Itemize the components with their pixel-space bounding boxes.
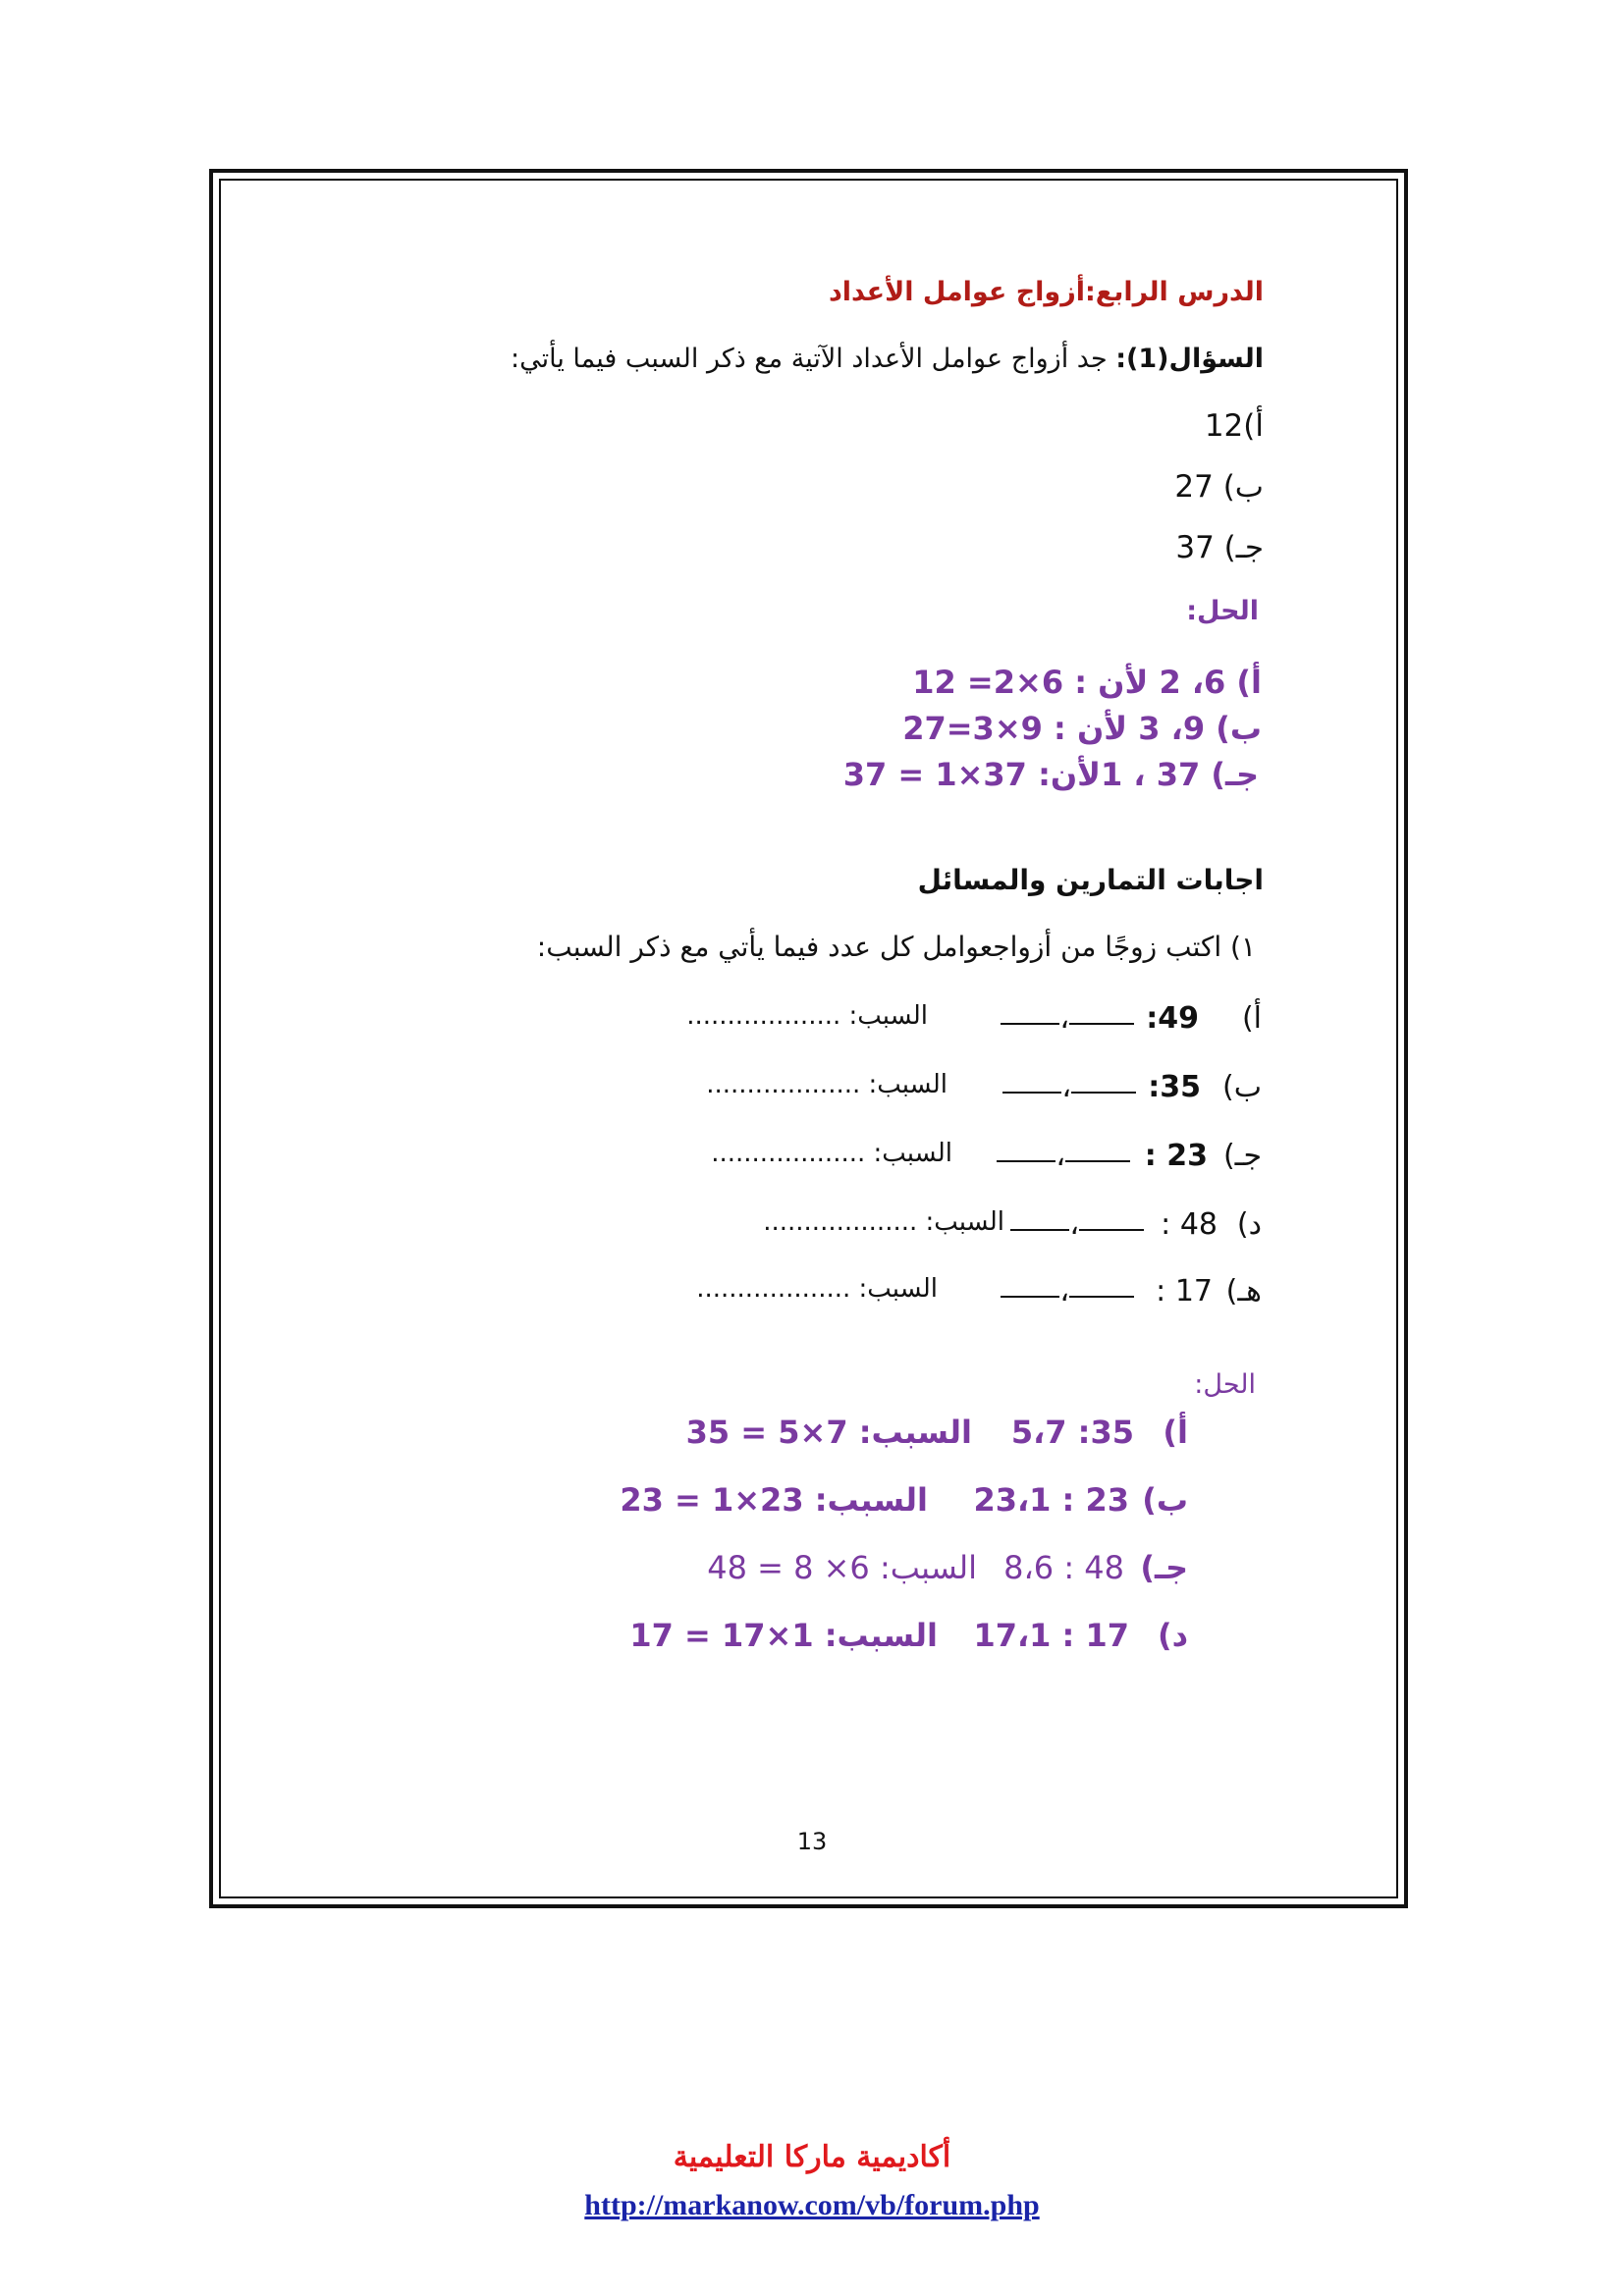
question-1-option-a: أ)12	[1204, 408, 1264, 444]
exercises-question: ١) اكتب زوجًا من أزواجعوامل كل عدد فيما يأتي مع ذكر السبب:	[536, 931, 1256, 963]
question-1-label: السؤال(1):	[1115, 344, 1264, 374]
solution-2-pair: 48 : 8،6	[1003, 1549, 1124, 1586]
solution-2-row	[481, 1549, 1188, 1588]
solution-2-reason: السبب: 23×1 = 23	[620, 1481, 928, 1519]
exercise-row: أ) 49: ، السبب: ...................	[686, 1001, 1262, 1036]
answer-blank	[1065, 1160, 1130, 1162]
exercise-number: 35:	[1148, 1070, 1201, 1104]
answer-blank	[1001, 1296, 1059, 1298]
question-1-option-b: ب) 27	[1174, 469, 1264, 505]
answer-blank	[1001, 1023, 1059, 1025]
answer-blank	[1069, 1296, 1134, 1298]
question-1-text: جد أزواج عوامل الأعداد الآتية مع ذكر السبب فيما يأتي:	[510, 344, 1116, 374]
solution-2-row	[442, 1481, 1188, 1521]
footer-link-wrap	[0, 2189, 1624, 2222]
question-1-option-c: جـ) 37	[1175, 530, 1264, 565]
solution-2-label-d: د)	[1157, 1617, 1188, 1654]
solution-1-label: الحل:	[1186, 596, 1259, 626]
solution-2-reason: السبب: 1×17 = 17	[629, 1617, 938, 1654]
exercises-heading: اجابات التمارين والمسائل	[917, 864, 1264, 896]
answer-blank	[1071, 1092, 1136, 1094]
exercise-number: 48 :	[1161, 1207, 1218, 1242]
answer-blank	[1079, 1229, 1144, 1231]
exercise-row: جـ) 23 : ، السبب: ...................	[711, 1139, 1262, 1173]
solution-1-answer-b: ب) 9، 3 لأن : 9×3=27	[902, 710, 1262, 747]
solution-2-label: الحل:	[1194, 1369, 1256, 1400]
solution-2-pair: 17 : 17،1	[973, 1617, 1129, 1654]
solution-1-answer-c: جـ) 37 ، 1لأن: 37×1 = 37	[842, 756, 1259, 793]
answer-blank	[1069, 1023, 1134, 1025]
answer-blank	[1002, 1092, 1061, 1094]
exercise-reason: السبب: ...................	[706, 1070, 947, 1099]
solution-2-row	[442, 1617, 1188, 1656]
exercise-label: جـ)	[1222, 1139, 1262, 1173]
solution-2-label-b: ب)	[1142, 1481, 1188, 1519]
solution-1-answer-a: أ) 6، 2 لأن : 6×2= 12	[912, 664, 1262, 701]
exercise-number: 49:	[1146, 1001, 1199, 1036]
exercise-label: د)	[1236, 1207, 1262, 1242]
exercise-reason: السبب: ...................	[763, 1207, 1004, 1237]
exercise-number: 23 :	[1144, 1139, 1208, 1173]
solution-2-reason: السبب: 6× 8 = 48	[707, 1549, 977, 1586]
solution-2-pair: 35: 5،7	[1010, 1414, 1134, 1451]
footer-forum-link[interactable]: http://markanow.com/vb/forum.php	[584, 2189, 1040, 2221]
solution-2-pair: 23 : 23،1	[973, 1481, 1129, 1519]
page-number: 13	[796, 1828, 828, 1855]
answer-blank	[1010, 1229, 1069, 1231]
exercise-row: هـ) 17 : ، السبب: ...................	[696, 1274, 1262, 1308]
exercise-label: ب)	[1222, 1070, 1262, 1104]
solution-2-row	[481, 1414, 1188, 1453]
solution-2-label-a: أ)	[1163, 1414, 1188, 1451]
exercise-reason: السبب: ...................	[711, 1139, 952, 1168]
exercise-label: هـ)	[1225, 1274, 1262, 1308]
question-1	[511, 344, 1264, 374]
lesson-title: الدرس الرابع:أزواج عوامل الأعداد	[828, 277, 1264, 307]
solution-2-reason: السبب: 7×5 = 35	[685, 1414, 972, 1451]
exercise-reason: السبب: ...................	[686, 1001, 928, 1031]
exercise-row: د) 48 : ، السبب: ...................	[763, 1207, 1262, 1242]
exercise-label: أ)	[1241, 1001, 1262, 1036]
exercise-number: 17 :	[1156, 1274, 1213, 1308]
solution-2-label-c: جـ)	[1140, 1549, 1188, 1586]
footer-academy-name: أكاديمية ماركا التعليمية	[673, 2140, 951, 2174]
exercise-row: ب) 35: ، السبب: ...................	[706, 1070, 1262, 1104]
exercise-reason: السبب: ...................	[696, 1274, 938, 1304]
answer-blank	[997, 1160, 1056, 1162]
